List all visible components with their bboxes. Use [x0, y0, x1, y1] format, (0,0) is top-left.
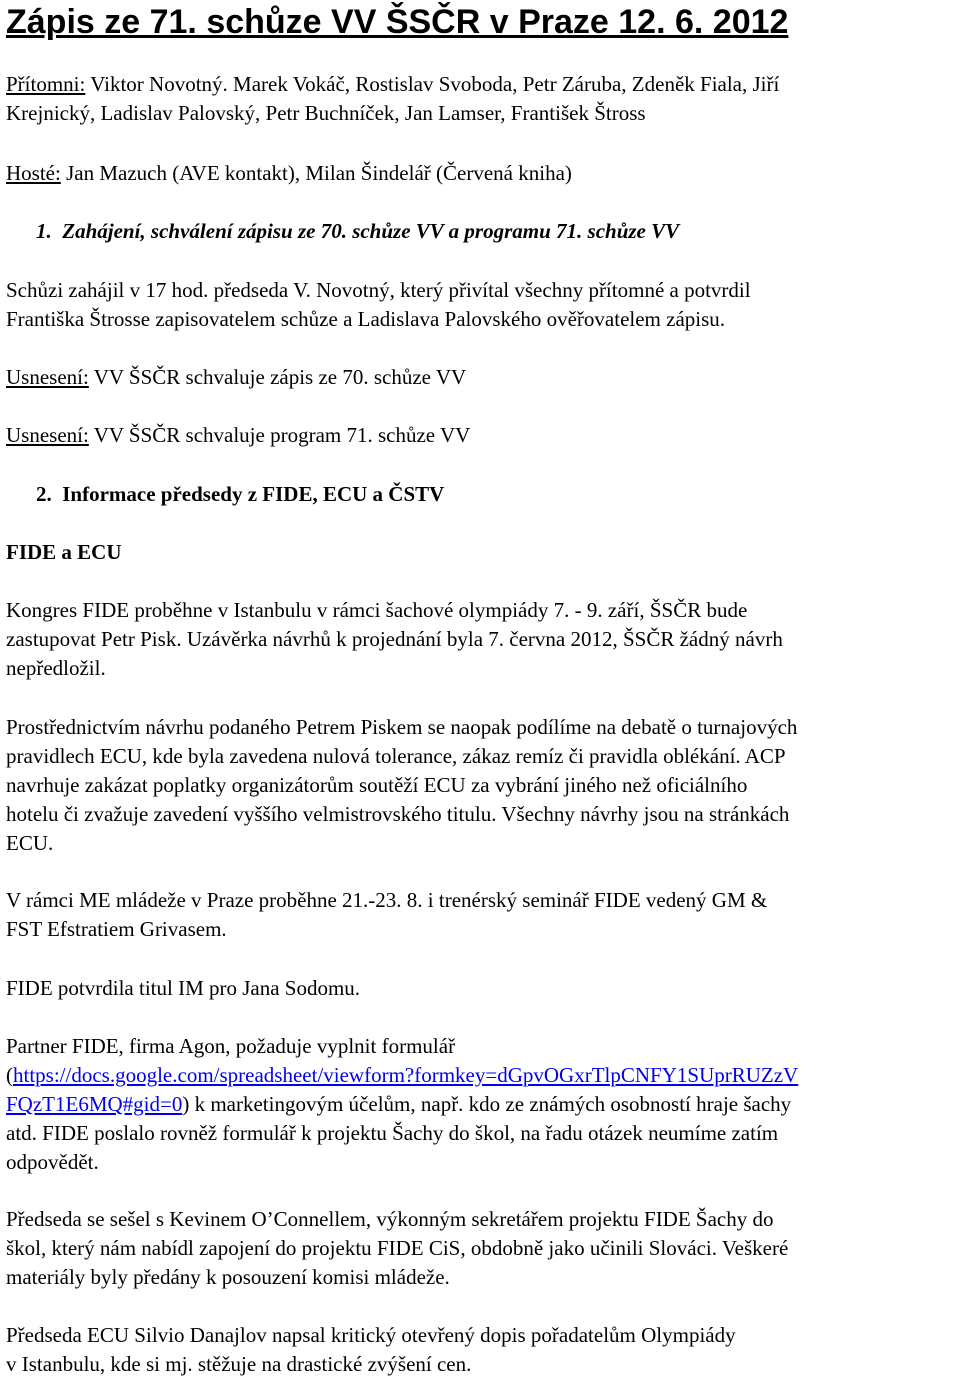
- present-label: Přítomni:: [6, 72, 86, 96]
- agon-line-3: [6, 1090, 958, 1119]
- section-1-heading: 1. Zahájení, schválení zápisu ze 70. schůze VV a programu 71. schůze VV: [36, 219, 680, 243]
- section-1-paragraph: [6, 276, 958, 334]
- ecu-rules-line-4: hotelu či zvažuje zavedení vyššího velmistrovského titulu. Všechny návrhy jsou na stránkách: [6, 802, 790, 826]
- oconnell-paragraph: [6, 1205, 958, 1292]
- fide-congress-line-2: zastupovat Petr Pisk. Uzávěrka návrhů k projednání byla 7. června 2012, ŠSČR žádný návrh: [6, 627, 783, 651]
- guests-paragraph: [6, 159, 958, 188]
- present-line-2: Krejnický, Ladislav Palovský, Petr Buchníček, Jan Lamser, František Štross: [6, 101, 646, 125]
- guests-label: Hosté:: [6, 161, 61, 185]
- ecu-rules-line-5: ECU.: [6, 831, 54, 855]
- guests-text: Jan Mazuch (AVE kontakt), Milan Šindelář (Červená kniha): [60, 161, 572, 185]
- resolution-2-label: Usnesení:: [6, 423, 89, 447]
- resolution-2: [6, 421, 958, 450]
- oconnell-line-2: škol, který nám nabídl zapojení do projektu FIDE CiS, obdobně jako učinili Slováci. Veškeré: [6, 1236, 789, 1260]
- agon-paragraph: [6, 1032, 958, 1177]
- resolution-1-label: Usnesení:: [6, 365, 89, 389]
- section-1-line-1: Schůzi zahájil v 17 hod. předseda V. Novotný, který přivítal všechny přítomné a potvrdil: [6, 278, 751, 302]
- open-paren: (: [6, 1063, 13, 1087]
- agon-line-2: [6, 1061, 958, 1090]
- google-form-link-part-1[interactable]: https://docs.google.com/spreadsheet/viewform?formkey=dGpvOGxrTlpCNFY1SUprRUZzV: [13, 1063, 799, 1087]
- present-line-1: Viktor Novotný. Marek Vokáč, Rostislav Svoboda, Petr Záruba, Zdeněk Fiala, Jiří: [85, 72, 780, 96]
- fide-ecu-subheading: FIDE a ECU: [6, 540, 122, 564]
- danajlov-line-2: v Istanbulu, kde si mj. stěžuje na drastické zvýšení cen.: [6, 1352, 472, 1376]
- agon-line-5: odpovědět.: [6, 1150, 99, 1174]
- resolution-1: [6, 363, 958, 392]
- danajlov-paragraph: [6, 1321, 958, 1379]
- fide-congress-line-3: nepředložil.: [6, 656, 106, 680]
- youth-seminar-paragraph: [6, 886, 958, 944]
- resolution-2-text: VV ŠSČR schvaluje program 71. schůze VV: [88, 423, 471, 447]
- agon-line-4: atd. FIDE poslalo rovněž formulář k projektu Šachy do škol, na řadu otázek neumíme zatím: [6, 1121, 779, 1145]
- fide-congress-paragraph: [6, 596, 958, 683]
- im-title-paragraph: FIDE potvrdila titul IM pro Jana Sodomu.: [6, 976, 361, 1000]
- ecu-rules-paragraph: [6, 713, 958, 858]
- ecu-rules-line-2: pravidlech ECU, kde byla zavedena nulová tolerance, zákaz remíz či pravidla oblékání. ACP: [6, 744, 786, 768]
- agon-line-3-rest: ) k marketingovým účelům, např. kdo ze známých osobností hraje šachy: [182, 1092, 792, 1116]
- danajlov-line-1: Předseda ECU Silvio Danajlov napsal kritický otevřený dopis pořadatelům Olympiády: [6, 1323, 736, 1347]
- oconnell-line-1: Předseda se sešel s Kevinem O’Connellem, výkonným sekretářem projektu FIDE Šachy do: [6, 1207, 774, 1231]
- fide-congress-line-1: Kongres FIDE proběhne v Istanbulu v rámci šachové olympiády 7. - 9. září, ŠSČR bude: [6, 598, 748, 622]
- oconnell-line-3: materiály byly předány k posouzení komisi mládeže.: [6, 1265, 450, 1289]
- section-1-line-2: Františka Štrosse zapisovatelem schůze a Ladislava Palovského ověřovatelem zápisu.: [6, 307, 726, 331]
- section-2-heading: 2. Informace předsedy z FIDE, ECU a ČSTV: [36, 482, 445, 506]
- google-form-link-part-2[interactable]: FQzT1E6MQ#gid=0: [6, 1092, 183, 1116]
- youth-seminar-line-1: V rámci ME mládeže v Praze proběhne 21.-23. 8. i trenérský seminář FIDE vedený GM &: [6, 888, 768, 912]
- attendees-paragraph: [6, 70, 958, 128]
- agon-line-1: Partner FIDE, firma Agon, požaduje vyplnit formulář: [6, 1034, 456, 1058]
- page-title: Zápis ze 71. schůze VV ŠSČR v Praze 12. 6. 2012: [6, 3, 789, 41]
- ecu-rules-line-1: Prostřednictvím návrhu podaného Petrem Piskem se naopak podílíme na debatě o turnajových: [6, 715, 798, 739]
- ecu-rules-line-3: navrhuje zakázat poplatky organizátorům soutěží ECU za vybrání jiného než oficiálního: [6, 773, 748, 797]
- youth-seminar-line-2: FST Efstratiem Grivasem.: [6, 917, 227, 941]
- resolution-1-text: VV ŠSČR schvaluje zápis ze 70. schůze VV: [88, 365, 467, 389]
